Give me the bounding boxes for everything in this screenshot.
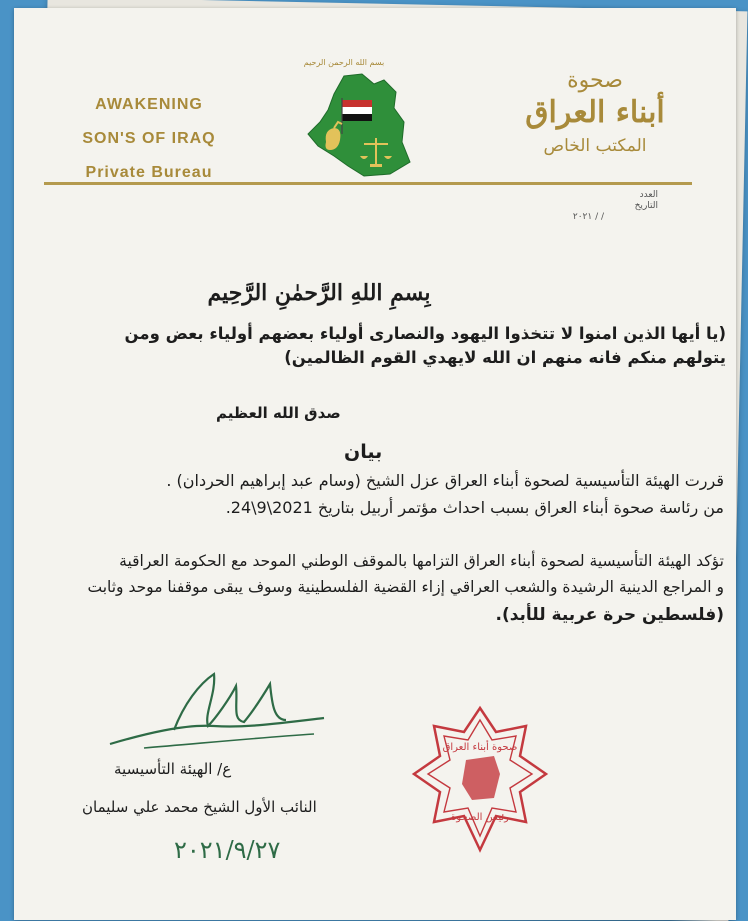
arabic-letterhead	[510, 68, 680, 160]
arabic-letterhead-line-3: المكتب الخاص	[543, 136, 647, 156]
verse-closing: صدق الله العظيم	[216, 404, 341, 422]
letterhead-line-sons-of-iraq: SON'S OF IRAQ	[82, 130, 216, 147]
handwritten-date: ٢٠٢١/٩/٢٧	[174, 836, 281, 864]
statement-line-1: قررت الهيئة التأسيسية لصحوة أبناء العراق عزل الشيخ (وسام عبد إبراهيم الحردان) .	[166, 471, 724, 490]
iraq-map-logo	[304, 70, 414, 182]
english-letterhead	[74, 88, 224, 190]
letterhead-line-awakening: AWAKENING	[95, 96, 203, 113]
letterhead-small-basmala: بسم الله الرحمن الرحيم	[303, 58, 385, 67]
date-value: / / ٢٠٢١	[572, 212, 604, 222]
stamp-bottom-text: رئيس الصحوة	[451, 812, 509, 823]
arabic-letterhead-line-1: صحوة	[567, 68, 623, 93]
verse-line-2: يتولهم منكم فانه منهم ان الله لايهدي القوم الظالمين)	[284, 348, 726, 367]
letter-document	[14, 8, 736, 920]
handwritten-signature	[104, 664, 334, 754]
reference-block	[572, 190, 658, 222]
official-stamp	[410, 704, 550, 854]
statement-title: بيان	[344, 441, 383, 463]
arabic-letterhead-line-2: أبناء العراق	[525, 95, 665, 130]
number-label: العدد	[639, 190, 658, 200]
statement-line-2: من رئاسة صحوة أبناء العراق بسبب احداث مؤتمر أربيل بتاريخ 2021\9\24.	[225, 498, 724, 517]
date-label: التاريخ	[634, 201, 658, 211]
signatory-body: ع/ الهيئة التأسيسية	[114, 760, 232, 778]
letterhead-line-private-bureau: Private Bureau	[85, 164, 213, 181]
letterhead-divider	[44, 182, 692, 185]
signatory-name: النائب الأول الشيخ محمد علي سليمان	[82, 798, 317, 816]
statement-line-5: (فلسطين حرة عربية للأبد).	[495, 605, 724, 625]
verse-line-1: (يا أيها الذين امنوا لا تتخذوا اليهود والنصارى أولياء بعضهم أولياء بعض ومن	[124, 324, 726, 343]
statement-line-3: تؤكد الهيئة التأسيسية لصحوة أبناء العراق التزامها بالموقف الوطني الموحد مع الحكومة العراقية	[119, 552, 724, 570]
basmala-heading: بِسمِ اللهِ الرَّحمٰنِ الرَّحِيم	[207, 280, 431, 306]
statement-line-4: و المراجع الدينية الرشيدة والشعب العراقي إزاء القضية الفلسطينية وسوف يبقى موقفنا موحد وثابت	[87, 578, 724, 596]
stamp-top-text: صحوة أبناء العراق	[442, 742, 518, 753]
